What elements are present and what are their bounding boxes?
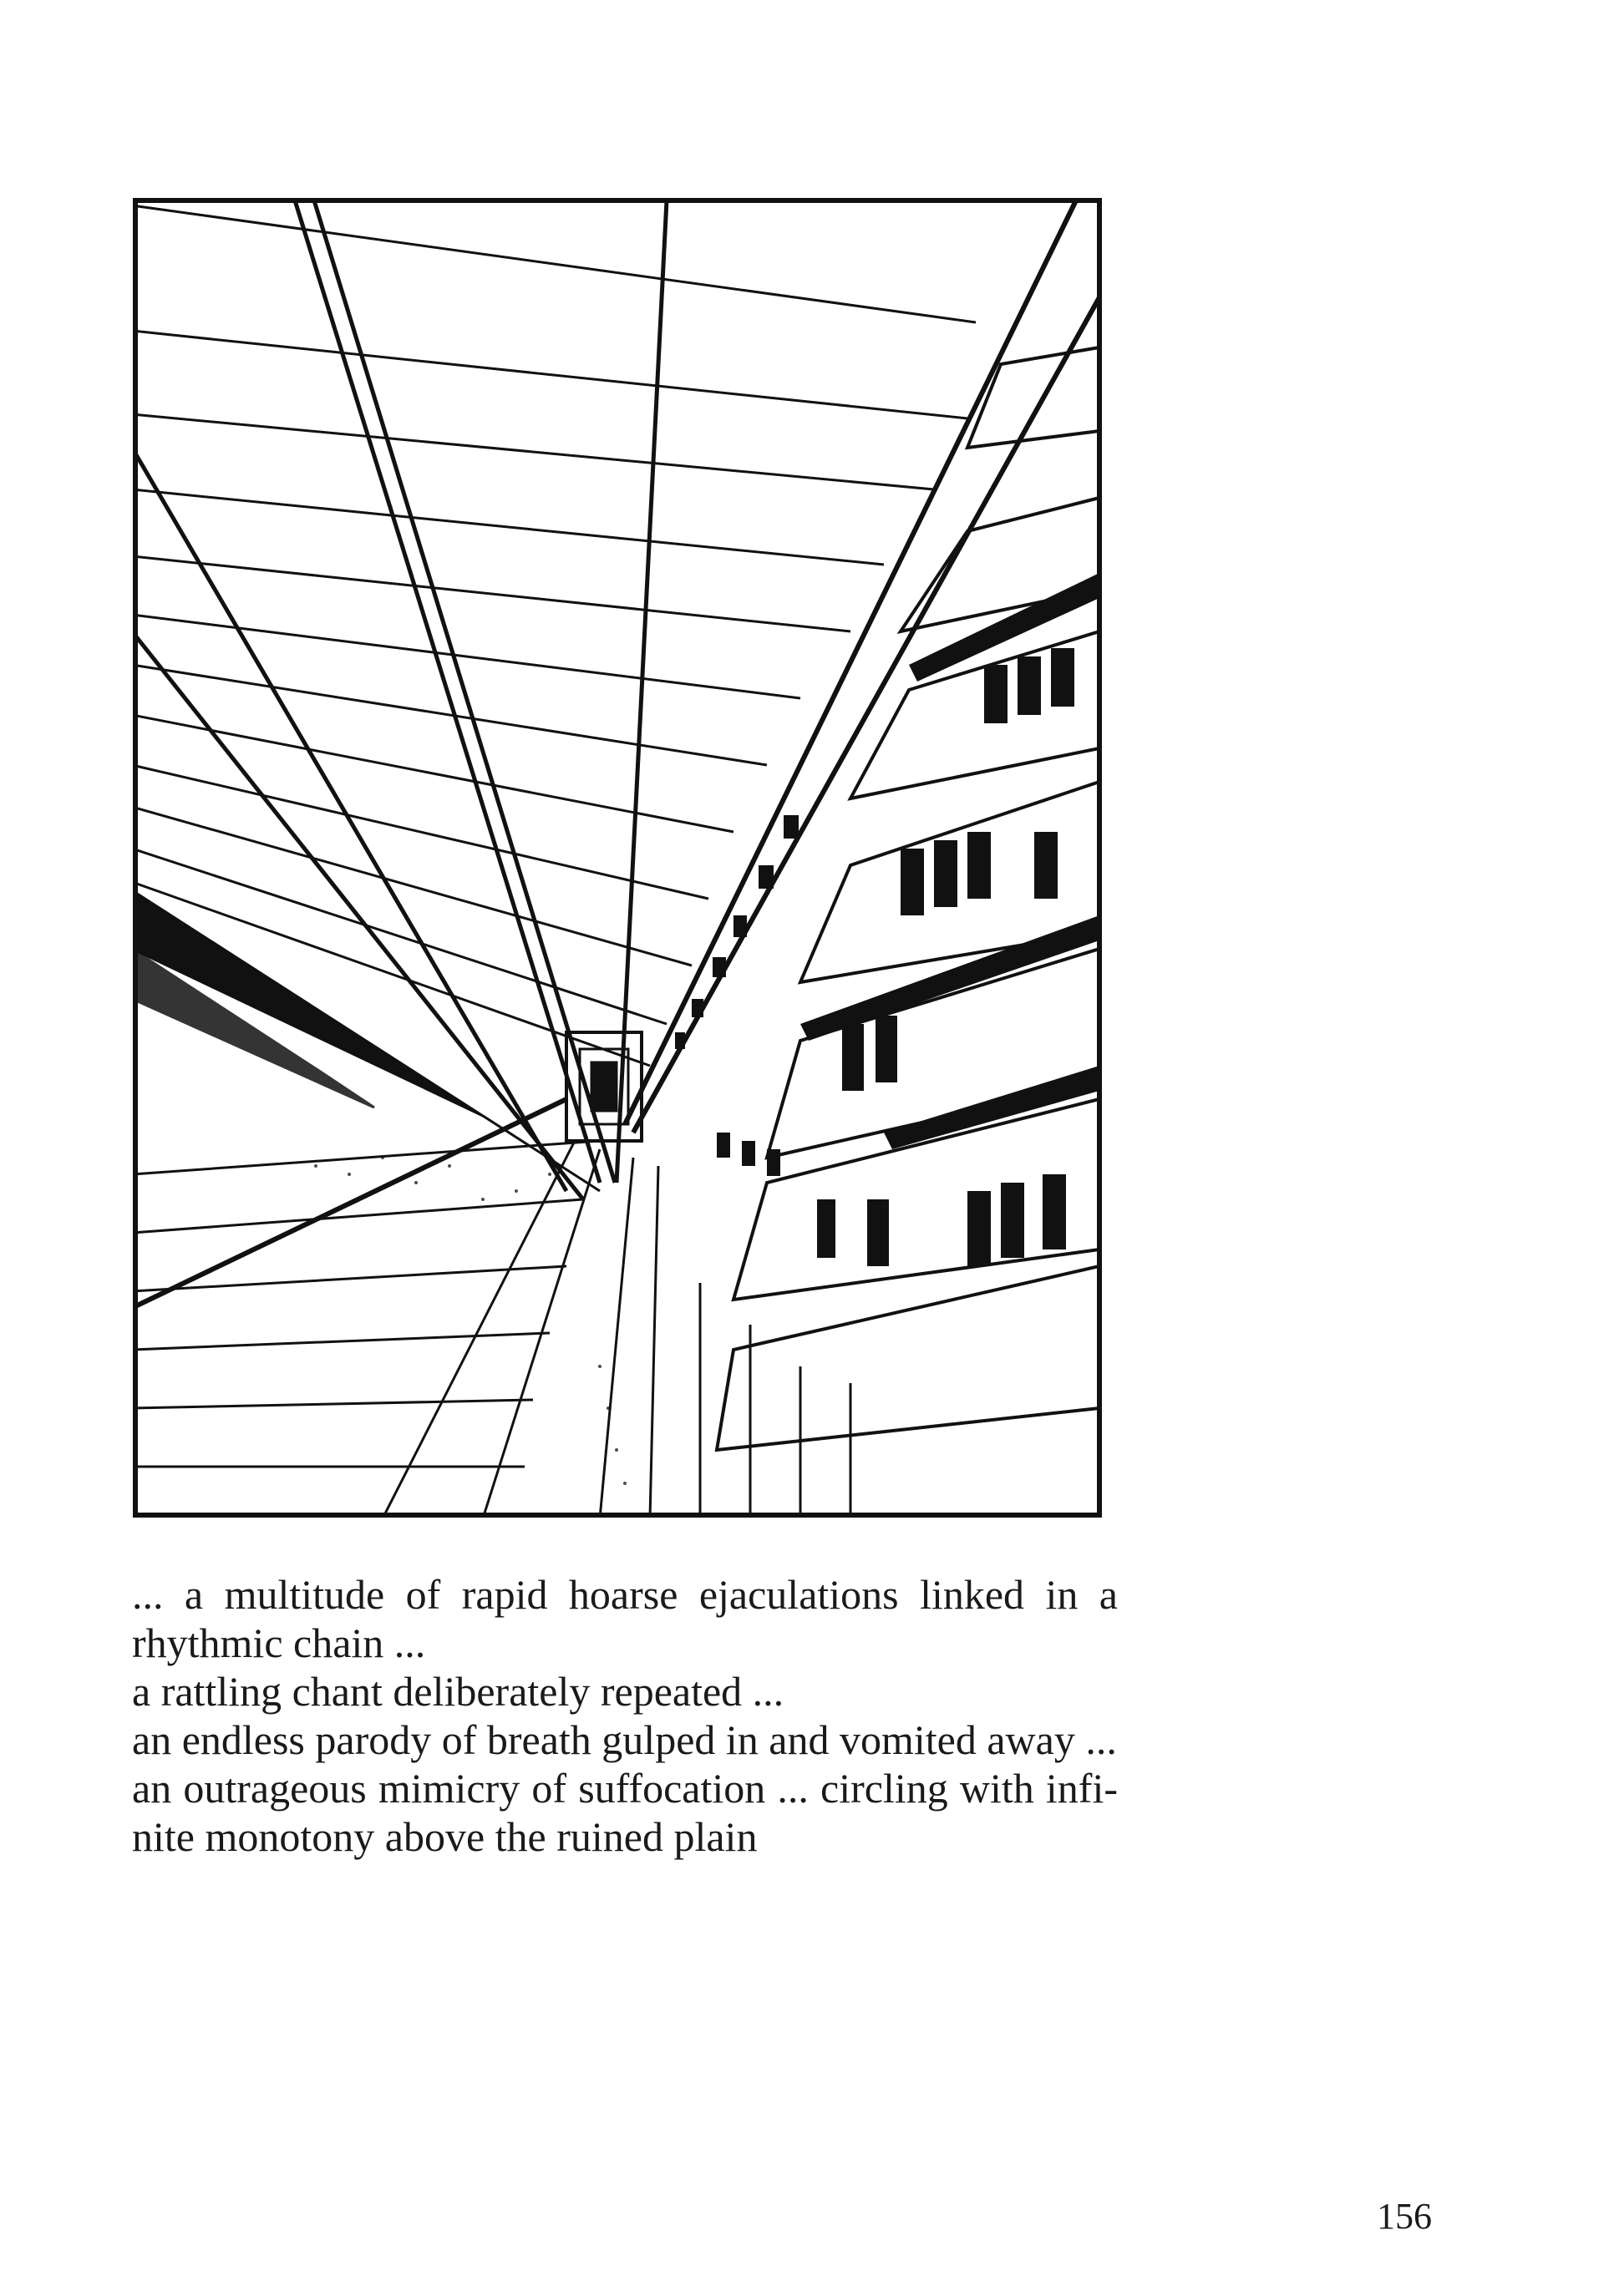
verse-line-5: an outrageous mimicry of suffocation ... circling with infi- [132,1765,1118,1812]
verse-line-6: nite monotony above the ruined plain [132,1813,758,1860]
verse-line-4: an endless parody of breath gulped in and vomited away ... [132,1716,1117,1763]
page-number: 156 [1377,2196,1432,2237]
verse-line-3: a rattling chant deliberately repeated ... [132,1668,784,1715]
verse-line-2: rhythmic chain ... [132,1619,426,1666]
verse-passage [132,1570,1118,1861]
verse-line-1: ... a multitude of rapid hoarse ejaculations linked in a [132,1571,1118,1618]
city-perspective-illustration [132,197,1103,1518]
